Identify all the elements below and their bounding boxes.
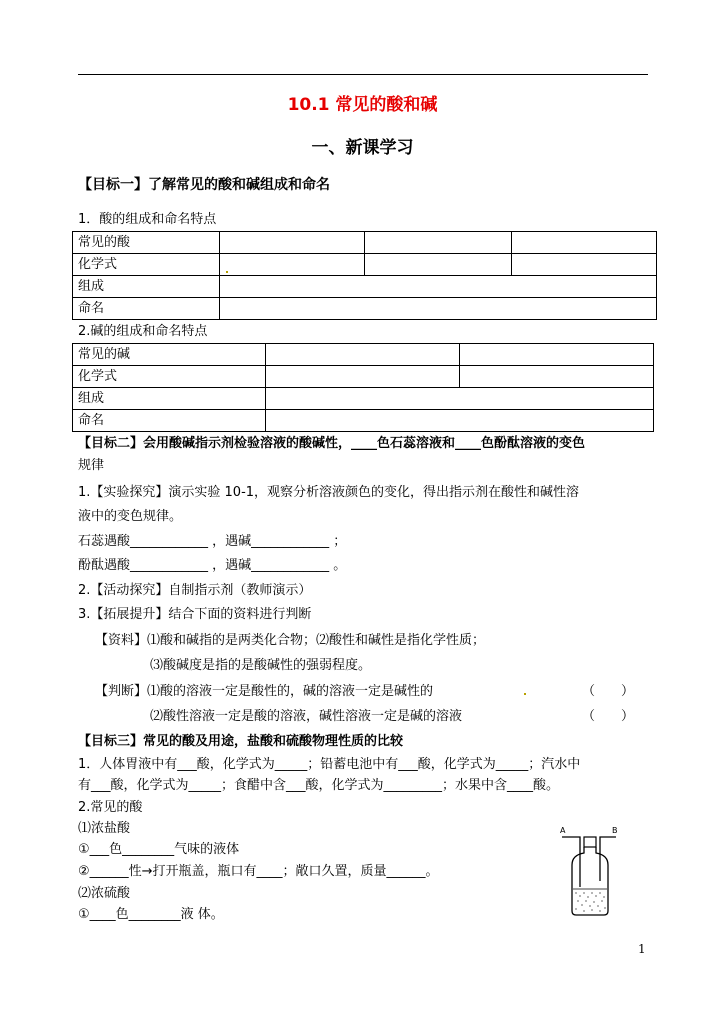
hcl-line: ①___色________气味的液体 <box>78 842 240 857</box>
table-row <box>73 276 657 298</box>
table-cell[interactable] <box>266 366 460 388</box>
section-heading: 一、新课学习 <box>311 138 414 158</box>
table-cell[interactable] <box>460 344 654 366</box>
base-section-label: 2.碱的组成和命名特点 <box>78 324 208 339</box>
table-row <box>73 254 657 276</box>
extend-line: 3.【拓展提升】结合下面的资料进行判断 <box>78 607 312 622</box>
base-table <box>72 343 654 432</box>
flask-label-b: B <box>612 826 618 835</box>
hcl-line: ②______性→打开瓶盖，瓶口有____；敞口久置，质量______。 <box>78 864 439 879</box>
judge-line-cont: ⑵酸性溶液一定是酸的溶液，碱性溶液一定是碱的溶液 <box>150 709 463 724</box>
h2so4-title: ⑵浓硫酸 <box>78 886 131 901</box>
acid-section-label: 1．酸的组成和命名特点 <box>78 212 217 227</box>
page-number: 1 <box>638 942 646 956</box>
table-cell[interactable] <box>365 232 512 254</box>
row-label: 组成 <box>73 388 266 410</box>
litmus-blank-line: 石蕊遇酸____________ ，遇碱____________ ； <box>78 534 347 549</box>
table-cell[interactable] <box>266 344 460 366</box>
h2so4-line: ①____色________液 体。 <box>78 907 224 922</box>
acid-use-line: 1．人体胃液中有___酸，化学式为_____；铅蓄电池中有___酸，化学式为_____；汽水中 <box>78 757 581 772</box>
row-label: 常见的酸 <box>73 232 220 254</box>
experiment-line: 1.【实验探究】演示实验 10-1，观察分析溶液颜色的变化，得出指示剂在酸性和碱性溶 <box>78 485 580 500</box>
hcl-title: ⑴浓盐酸 <box>78 821 131 836</box>
table-cell[interactable] <box>220 276 657 298</box>
judge-line: 【判断】⑴酸的溶液一定是酸性的，碱的溶液一定是碱性的 <box>95 684 434 699</box>
table-cell[interactable] <box>220 232 365 254</box>
acid-use-line-cont: 有___酸，化学式为_____；食醋中含___酸，化学式为_________；水果中含____酸。 <box>78 778 560 793</box>
row-label: 命名 <box>73 298 220 320</box>
table-row <box>73 366 654 388</box>
phenolphthalein-blank-line: 酚酞遇酸____________ ，遇碱____________ 。 <box>78 558 347 573</box>
goal-two-line-cont: 规律 <box>78 458 105 473</box>
page-title: 10.1 常见的酸和碱 <box>287 95 438 115</box>
table-row <box>73 298 657 320</box>
row-label: 化学式 <box>73 254 220 276</box>
row-label: 组成 <box>73 276 220 298</box>
table-row <box>73 410 654 432</box>
table-cell[interactable] <box>512 232 657 254</box>
stray-mark <box>524 693 526 695</box>
row-label: 命名 <box>73 410 266 432</box>
judge-answer-paren[interactable]: （ ） <box>582 709 635 724</box>
acid-table <box>72 231 657 320</box>
common-acid-label: 2.常见的酸 <box>78 800 143 815</box>
flask-label-a: A <box>560 826 566 835</box>
goal-three-heading: 【目标三】常见的酸及用途，盐酸和硫酸物理性质的比较 <box>78 734 404 749</box>
table-row <box>73 232 657 254</box>
row-label: 化学式 <box>73 366 266 388</box>
material-line: 【资料】⑴酸和碱指的是两类化合物；⑵酸性和碱性是指化学性质； <box>95 633 486 648</box>
header-rule <box>78 74 648 75</box>
stray-mark <box>226 271 228 273</box>
judge-answer-paren[interactable]: （ ） <box>582 684 635 699</box>
table-cell[interactable] <box>220 298 657 320</box>
gas-washing-bottle-illustration <box>558 823 622 919</box>
material-line-cont: ⑶酸碱度是指的是酸碱性的强弱程度。 <box>150 658 372 673</box>
experiment-line-cont: 液中的变色规律。 <box>78 509 183 524</box>
table-cell[interactable] <box>460 366 654 388</box>
table-cell[interactable] <box>266 388 654 410</box>
table-cell[interactable] <box>266 410 654 432</box>
table-row <box>73 388 654 410</box>
activity-line: 2.【活动探究】自制指示剂（教师演示） <box>78 583 312 598</box>
goal-two-text: 【目标二】会用酸碱指示剂检验溶液的酸碱性，____色石蕊溶液和____色酚酞溶液的变色 <box>78 436 586 451</box>
table-cell[interactable] <box>512 254 657 276</box>
goal-one-heading: 【目标一】了解常见的酸和碱组成和命名 <box>78 177 330 193</box>
row-label: 常见的碱 <box>73 344 266 366</box>
table-row <box>73 344 654 366</box>
table-cell[interactable] <box>365 254 512 276</box>
table-cell[interactable] <box>220 254 365 276</box>
goal-two-line <box>78 435 585 453</box>
